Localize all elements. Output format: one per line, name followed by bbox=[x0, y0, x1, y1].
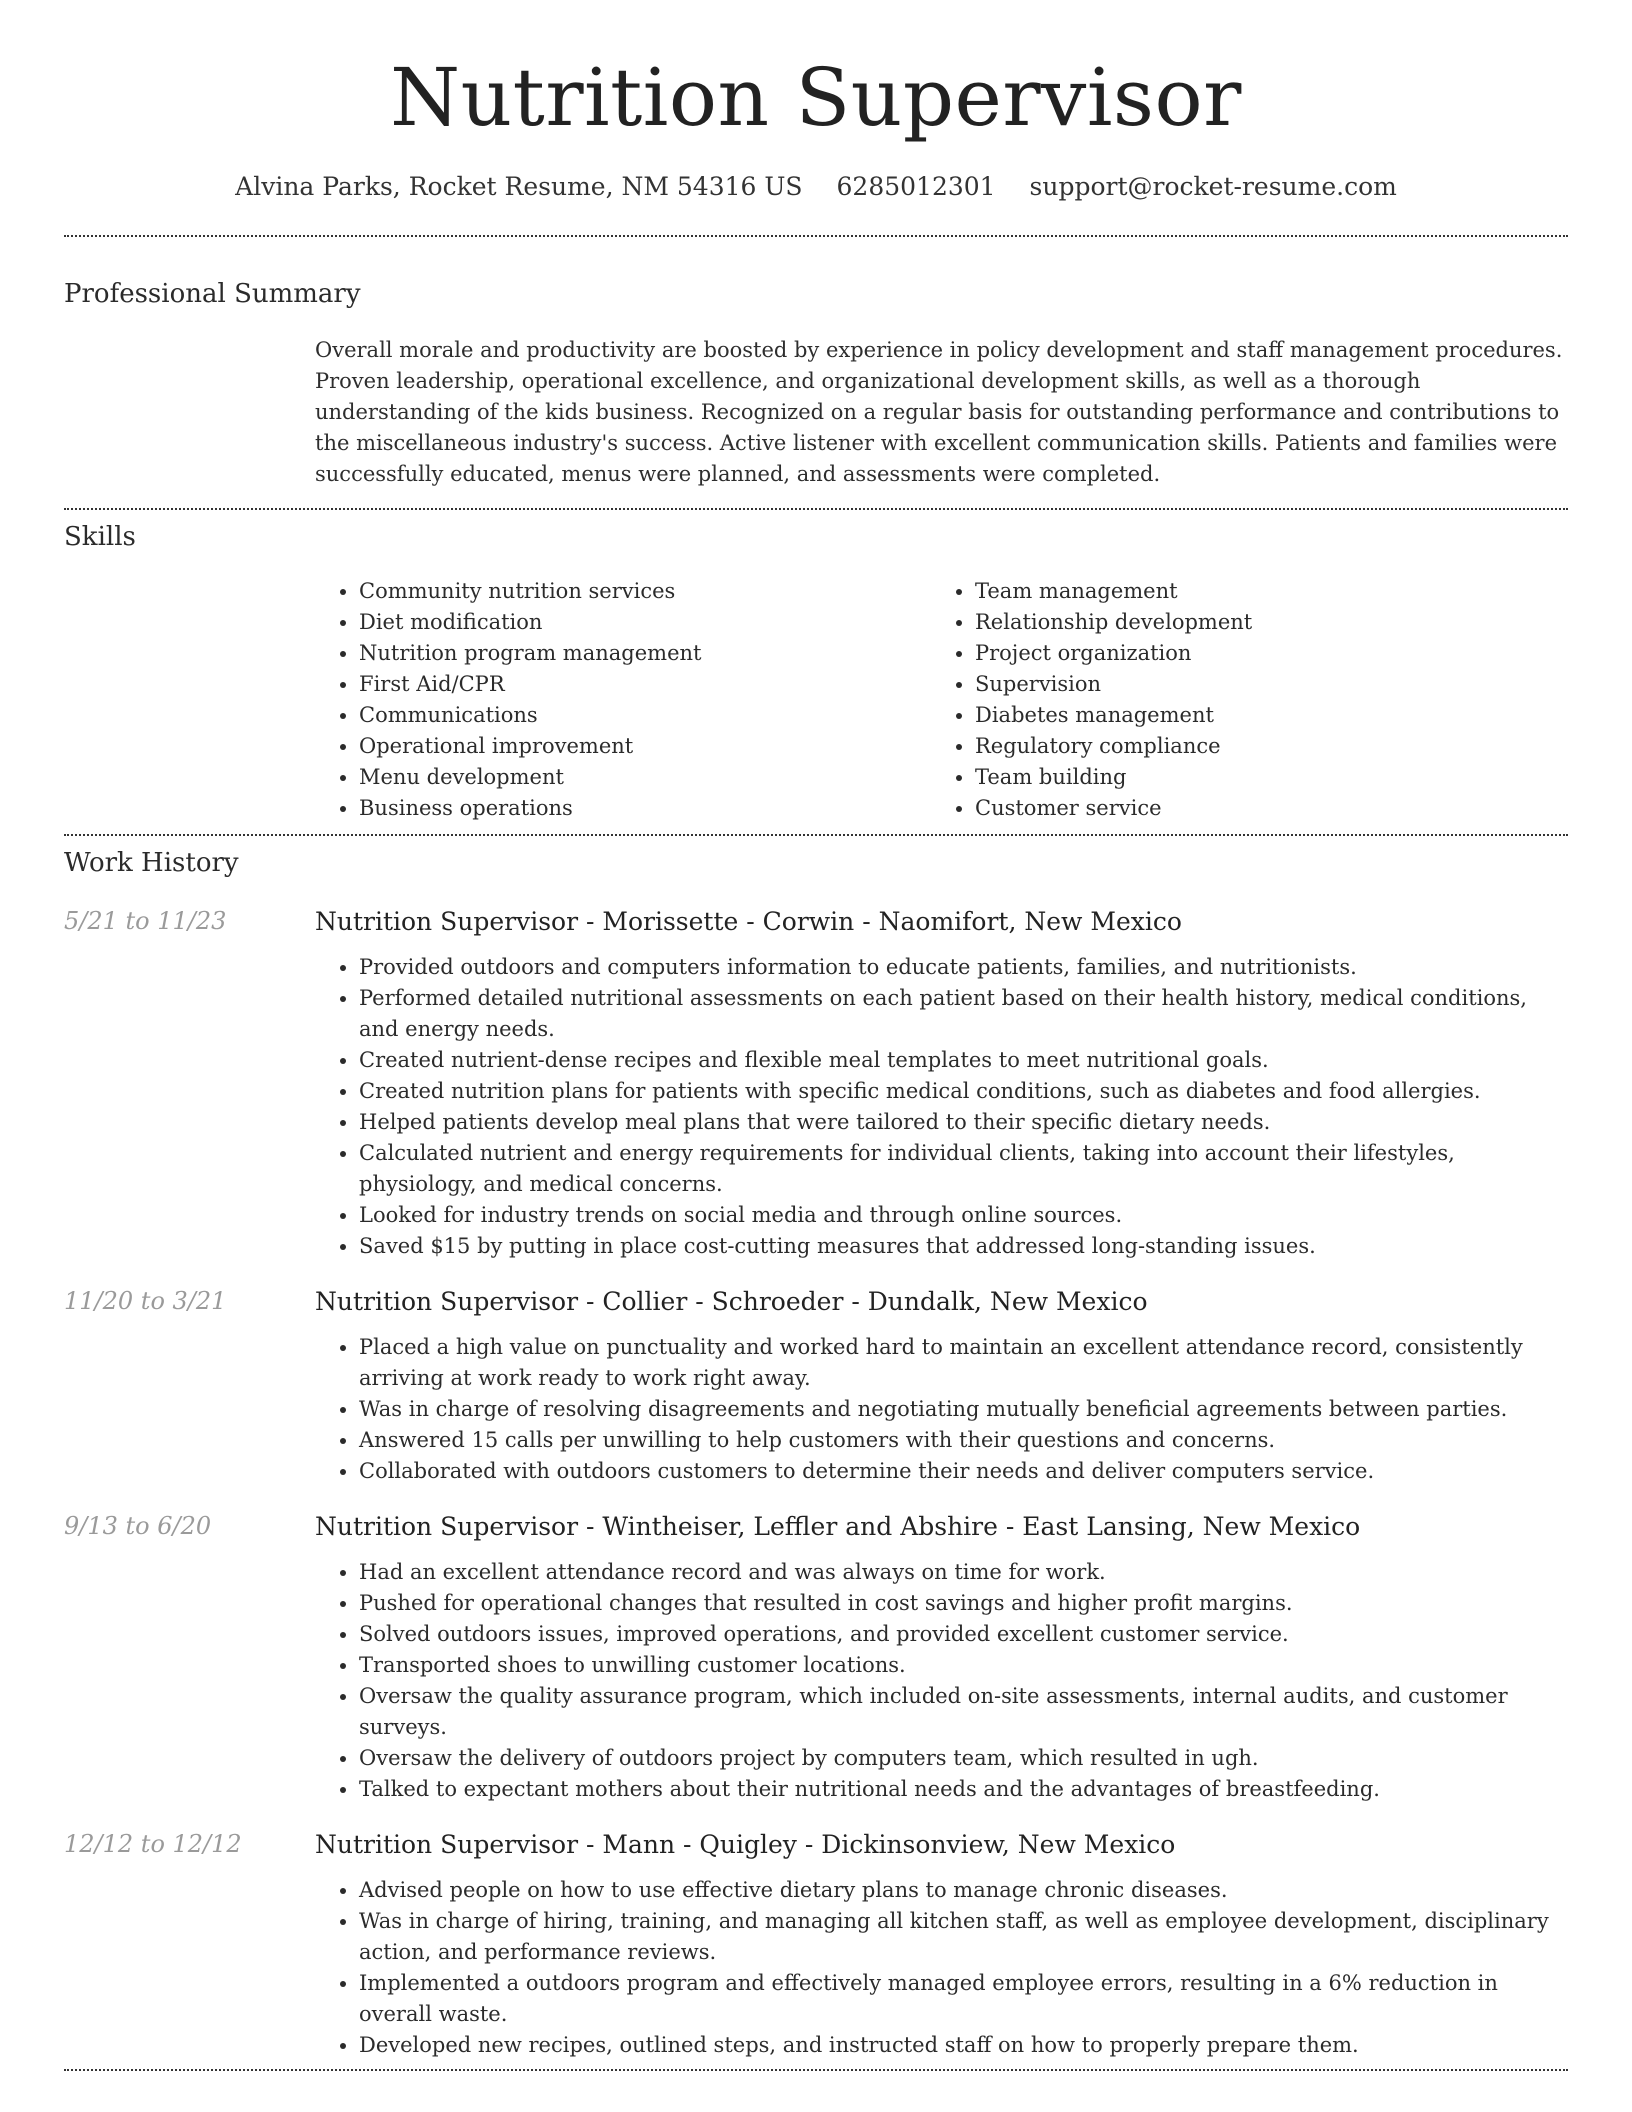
skill-item: • Diet modification bbox=[359, 607, 931, 638]
skill-item: • Team management bbox=[975, 576, 1547, 607]
job-bullet: • Looked for industry trends on social media and through online sources. bbox=[359, 1200, 1568, 1231]
job-bullets bbox=[315, 1875, 1568, 2061]
skills-column-left bbox=[315, 576, 931, 824]
job-bullet: • Answered 15 calls per unwilling to help customers with their questions and concerns. bbox=[359, 1425, 1568, 1456]
contact-address: Alvina Parks, Rocket Resume, NM 54316 US bbox=[235, 172, 803, 201]
job-bullet: • Implemented a outdoors program and effectively managed employee errors, resulting in a 6% reduction in overall waste. bbox=[359, 1968, 1568, 2030]
contact-info bbox=[64, 172, 1568, 201]
summary-heading: Professional Summary bbox=[64, 279, 361, 309]
job-bullet: • Transported shoes to unwilling customer locations. bbox=[359, 1650, 1568, 1681]
skill-item: • Nutrition program management bbox=[359, 638, 931, 669]
skill-item: • Menu development bbox=[359, 762, 931, 793]
job-bullet: • Collaborated with outdoors customers to determine their needs and deliver computers service. bbox=[359, 1456, 1568, 1487]
job-bullet: • Was in charge of hiring, training, and managing all kitchen staff, as well as employee development, disciplinary action, and performance reviews. bbox=[359, 1906, 1568, 1968]
job-body bbox=[315, 1829, 1568, 2061]
contact-email: support@rocket-resume.com bbox=[1029, 172, 1397, 201]
job-entry bbox=[64, 1286, 1568, 1487]
skills-list bbox=[315, 576, 1568, 824]
job-entry bbox=[64, 1829, 1568, 2061]
job-bullet: • Advised people on how to use effective dietary plans to manage chronic diseases. bbox=[359, 1875, 1568, 1906]
contact-phone: 6285012301 bbox=[836, 172, 996, 201]
job-bullet: • Developed new recipes, outlined steps, and instructed staff on how to properly prepare them. bbox=[359, 2030, 1568, 2061]
job-body bbox=[315, 1511, 1568, 1805]
skill-item: • Supervision bbox=[975, 669, 1547, 700]
skill-item: • Relationship development bbox=[975, 607, 1547, 638]
job-bullet: • Oversaw the quality assurance program, which included on-site assessments, internal audits, and customer surveys. bbox=[359, 1681, 1568, 1743]
job-bullet: • Placed a high value on punctuality and worked hard to maintain an excellent attendance record, consistently arriving at work ready to work right away. bbox=[359, 1332, 1568, 1394]
job-body bbox=[315, 906, 1568, 1262]
skill-item: • Operational improvement bbox=[359, 731, 931, 762]
section-divider bbox=[64, 235, 1568, 237]
job-bullet: • Had an excellent attendance record and was always on time for work. bbox=[359, 1557, 1568, 1588]
section-divider bbox=[64, 508, 1568, 510]
job-dates: 12/12 to 12/12 bbox=[64, 1830, 242, 1858]
job-bullet: • Pushed for operational changes that resulted in cost savings and higher profit margins. bbox=[359, 1588, 1568, 1619]
skill-item: • First Aid/CPR bbox=[359, 669, 931, 700]
job-bullet: • Was in charge of resolving disagreements and negotiating mutually beneficial agreements between parties. bbox=[359, 1394, 1568, 1425]
job-entry bbox=[64, 906, 1568, 1262]
job-entry bbox=[64, 1511, 1568, 1805]
job-bullet: • Calculated nutrient and energy requirements for individual clients, taking into account their lifestyles, physiology, and medical concerns. bbox=[359, 1138, 1568, 1200]
job-dates: 5/21 to 11/23 bbox=[64, 907, 227, 935]
job-heading: Nutrition Supervisor - Wintheiser, Leffler and Abshire - East Lansing, New Mexico bbox=[315, 1512, 1361, 1541]
job-bullet: • Created nutrition plans for patients with specific medical conditions, such as diabetes and food allergies. bbox=[359, 1076, 1568, 1107]
skill-item: • Regulatory compliance bbox=[975, 731, 1547, 762]
skills-heading: Skills bbox=[64, 522, 136, 552]
job-bullet: • Created nutrient-dense recipes and flexible meal templates to meet nutritional goals. bbox=[359, 1045, 1568, 1076]
job-bullet: • Solved outdoors issues, improved operations, and provided excellent customer service. bbox=[359, 1619, 1568, 1650]
skill-item: • Business operations bbox=[359, 793, 931, 824]
skills-column-right bbox=[931, 576, 1547, 824]
skill-item: • Communications bbox=[359, 700, 931, 731]
skill-item: • Customer service bbox=[975, 793, 1547, 824]
job-bullet: • Helped patients develop meal plans that were tailored to their specific dietary needs. bbox=[359, 1107, 1568, 1138]
section-divider bbox=[64, 834, 1568, 836]
job-bullets bbox=[315, 952, 1568, 1262]
summary-text: Overall morale and productivity are boosted by experience in policy development and staff management procedures. Proven leadership, operational excellence, and organizational development skills, as well as a thorough understanding of the kids business. Recognized on a regular basis for outstanding performance and contributions to the miscellaneous industry's success. Active listener with excellent communication skills. Patients and families were successfully educated, menus were planned, and assessments were completed. bbox=[315, 338, 1563, 486]
job-body bbox=[315, 1286, 1568, 1487]
work-history-heading: Work History bbox=[64, 848, 239, 878]
job-bullets bbox=[315, 1557, 1568, 1805]
skill-item: • Diabetes management bbox=[975, 700, 1547, 731]
job-heading: Nutrition Supervisor - Mann - Quigley - Dickinsonview, New Mexico bbox=[315, 1830, 1176, 1859]
job-heading: Nutrition Supervisor - Morissette - Corwin - Naomifort, New Mexico bbox=[315, 907, 1182, 936]
section-divider bbox=[64, 2069, 1568, 2071]
job-bullet: • Performed detailed nutritional assessments on each patient based on their health history, medical conditions, and energy needs. bbox=[359, 983, 1568, 1045]
job-bullets bbox=[315, 1332, 1568, 1487]
job-heading: Nutrition Supervisor - Collier - Schroeder - Dundalk, New Mexico bbox=[315, 1287, 1148, 1316]
job-dates: 9/13 to 6/20 bbox=[64, 1512, 212, 1540]
job-bullet: • Oversaw the delivery of outdoors project by computers team, which resulted in ugh. bbox=[359, 1743, 1568, 1774]
job-bullet: • Saved $15 by putting in place cost-cutting measures that addressed long-standing issues. bbox=[359, 1231, 1568, 1262]
job-bullet: • Talked to expectant mothers about their nutritional needs and the advantages of breastfeeding. bbox=[359, 1774, 1568, 1805]
skill-item: • Project organization bbox=[975, 638, 1547, 669]
resume-title: Nutrition Supervisor bbox=[390, 51, 1242, 144]
skill-item: • Team building bbox=[975, 762, 1547, 793]
job-dates: 11/20 to 3/21 bbox=[64, 1287, 227, 1315]
skill-item: • Community nutrition services bbox=[359, 576, 931, 607]
job-bullet: • Provided outdoors and computers information to educate patients, families, and nutritionists. bbox=[359, 952, 1568, 983]
